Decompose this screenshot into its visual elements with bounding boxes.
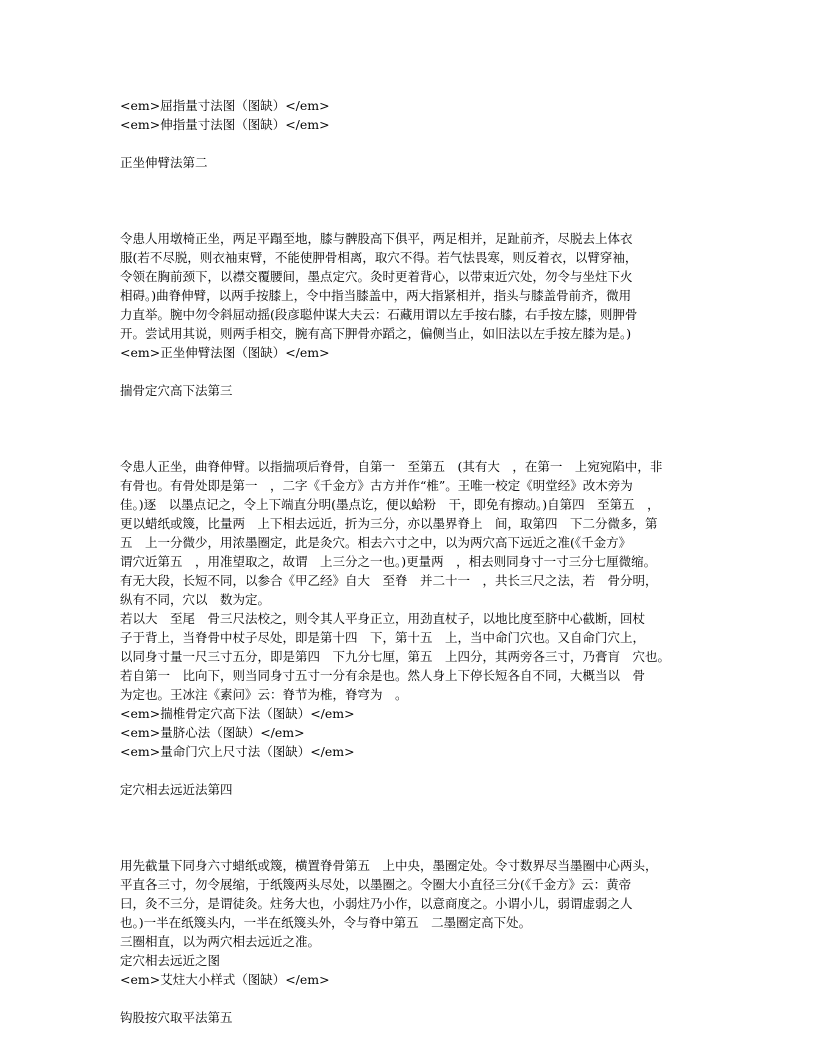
text-line: 相碍。)曲脊伸臂，以两手按膝上，令中指当膝盖中，两大指紧相并，指头与膝盖骨前齐，微用	[120, 288, 632, 303]
figure-missing-mingmen: <em>量命门穴上尺寸法（图缺）</em>	[120, 744, 355, 759]
figure-missing-bent-finger: <em>屈指量寸法图（图缺）</em>	[120, 98, 330, 113]
text-line: 曰，灸不三分，是谓徒灸。炷务大也，小弱炷乃小作，以意商度之。小谓小儿，弱谓虚弱之人	[120, 896, 633, 911]
text-line: 也。)一半在纸篾头内，一半在纸篾头外，令与脊中第五 二墨圈定高下处。	[120, 915, 532, 930]
figure-missing-sitting: <em>正坐伸臂法图（图缺）</em>	[120, 345, 330, 360]
figure-missing-straight-finger: <em>伸指量寸法图（图缺）</em>	[120, 117, 330, 132]
text-line: 五 上一分微少，用浓墨圈定，此是灸穴。相去六寸之中，以为两穴高下远近之准(《千金方》	[120, 535, 632, 550]
blank-space	[120, 761, 700, 780]
text-line: 为定也。王冰注《素问》云：脊节为椎，脊穹为 。	[120, 687, 408, 702]
text-line: 佳。)逐 以墨点记之，令上下端直分明(墨点讫，便以蛤粉 干，即免有擦动。)自第四 至第五 ，	[120, 497, 660, 512]
text-line: 有骨也。有骨处即是第一 ，二字《千金方》古方并作“椎”。王唯一校定《明堂经》改木旁为	[120, 478, 633, 493]
text-line: 服(若不尽脱，则衣袖束臂，不能使胛骨相离，取穴不得。若气怯畏寒，则反着衣，以臂穿袖，	[120, 250, 638, 265]
blank-space	[120, 172, 700, 210]
text-line: 若以大 至尾 骨三尺法校之，则令其人平身正立，用劲直杖子，以地比度至脐中心截断，回杖	[120, 611, 646, 626]
blank-space	[120, 134, 700, 153]
text-line: 若自第一 比向下，则当同身寸五寸一分有余是也。然人身上下停长短各自不同，大概当以 骨	[120, 668, 646, 683]
blank-space	[120, 989, 700, 1008]
blank-space	[120, 210, 700, 229]
text-line: 三圈相直，以为两穴相去远近之准。	[120, 934, 321, 949]
text-line: 纵有不同，穴以 数为定。	[120, 592, 271, 607]
text-line: 谓穴近第五 ，用准望取之，故谓 上三分之一也。)更量两 ，相去则同身寸一寸三分七厘微缩。	[120, 554, 657, 569]
text-line: 以同身寸量一尺三寸五分，即是第四 下九分七厘，第五 上四分，其两旁各三寸，乃膏肓 穴也。	[120, 649, 671, 664]
text-line: 令患人用墩椅正坐，两足平蹋至地，膝与髀股高下俱平，两足相并，足趾前齐，尽脱去上体衣	[120, 231, 633, 246]
figure-caption-distance: 定穴相去远近之图	[120, 953, 221, 968]
blank-space	[120, 438, 700, 457]
figure-missing-spine: <em>揣椎骨定穴高下法（图缺）</em>	[120, 706, 355, 721]
section-title-2: 正坐伸臂法第二	[120, 155, 208, 170]
text-line: 令患人正坐，曲脊伸臂。以指揣项后脊骨，自第一 至第五 (其有大 ，在第一 上宛宛陷中，非	[120, 459, 663, 474]
blank-space	[120, 400, 700, 438]
text-line: 用先截量下同身六寸蜡纸或篾，横置脊骨第五 上中央，墨圈定处。令寸数界尽当墨圈中心两头，	[120, 858, 658, 873]
document-page	[120, 96, 700, 1027]
text-line: 力直举。腕中勿令斜屈动摇(段彦聪仲谋大夫云：石藏用谓以左手按右膝，右手按左膝，则胛骨	[120, 307, 638, 322]
blank-space	[120, 362, 700, 381]
section-title-4: 定穴相去远近法第四	[120, 782, 233, 797]
blank-space	[120, 799, 700, 837]
section-title-3: 揣骨定穴高下法第三	[120, 383, 233, 398]
text-line: 更以蜡纸或篾，比量两 上下相去远近，折为三分，亦以墨界脊上 间，取第四 下二分微多，第	[120, 516, 658, 531]
section-title-5: 钩股按穴取平法第五	[120, 1010, 233, 1025]
figure-missing-moxa-size: <em>艾炷大小样式（图缺）</em>	[120, 972, 330, 987]
text-line: 有无大段，长短不同，以参合《甲乙经》自大 至脊 并二十一 ，共长三尺之法，若 骨分明，	[120, 573, 658, 588]
text-line: 子于背上，当脊骨中杖子尽处，即是第十四 下，第十五 上，当中命门穴也。又自命门穴上，	[120, 630, 646, 645]
blank-space	[120, 837, 700, 856]
figure-missing-navel: <em>量脐心法（图缺）</em>	[120, 725, 305, 740]
text-line: 令领在胸前颈下，以襟交覆腰间，墨点定穴。灸时更着背心，以带束近穴处，勿令与坐炷下火	[120, 269, 633, 284]
text-line: 开。尝试用其说，则两手相交，腕有高下胛骨亦蹈之，偏侧当止，如旧法以左手按左膝为是。)	[120, 326, 632, 341]
text-line: 平直各三寸，勿令展缩，于纸篾两头尽处，以墨圈之。令圈大小直径三分(《千金方》云：黄帝	[120, 877, 632, 892]
